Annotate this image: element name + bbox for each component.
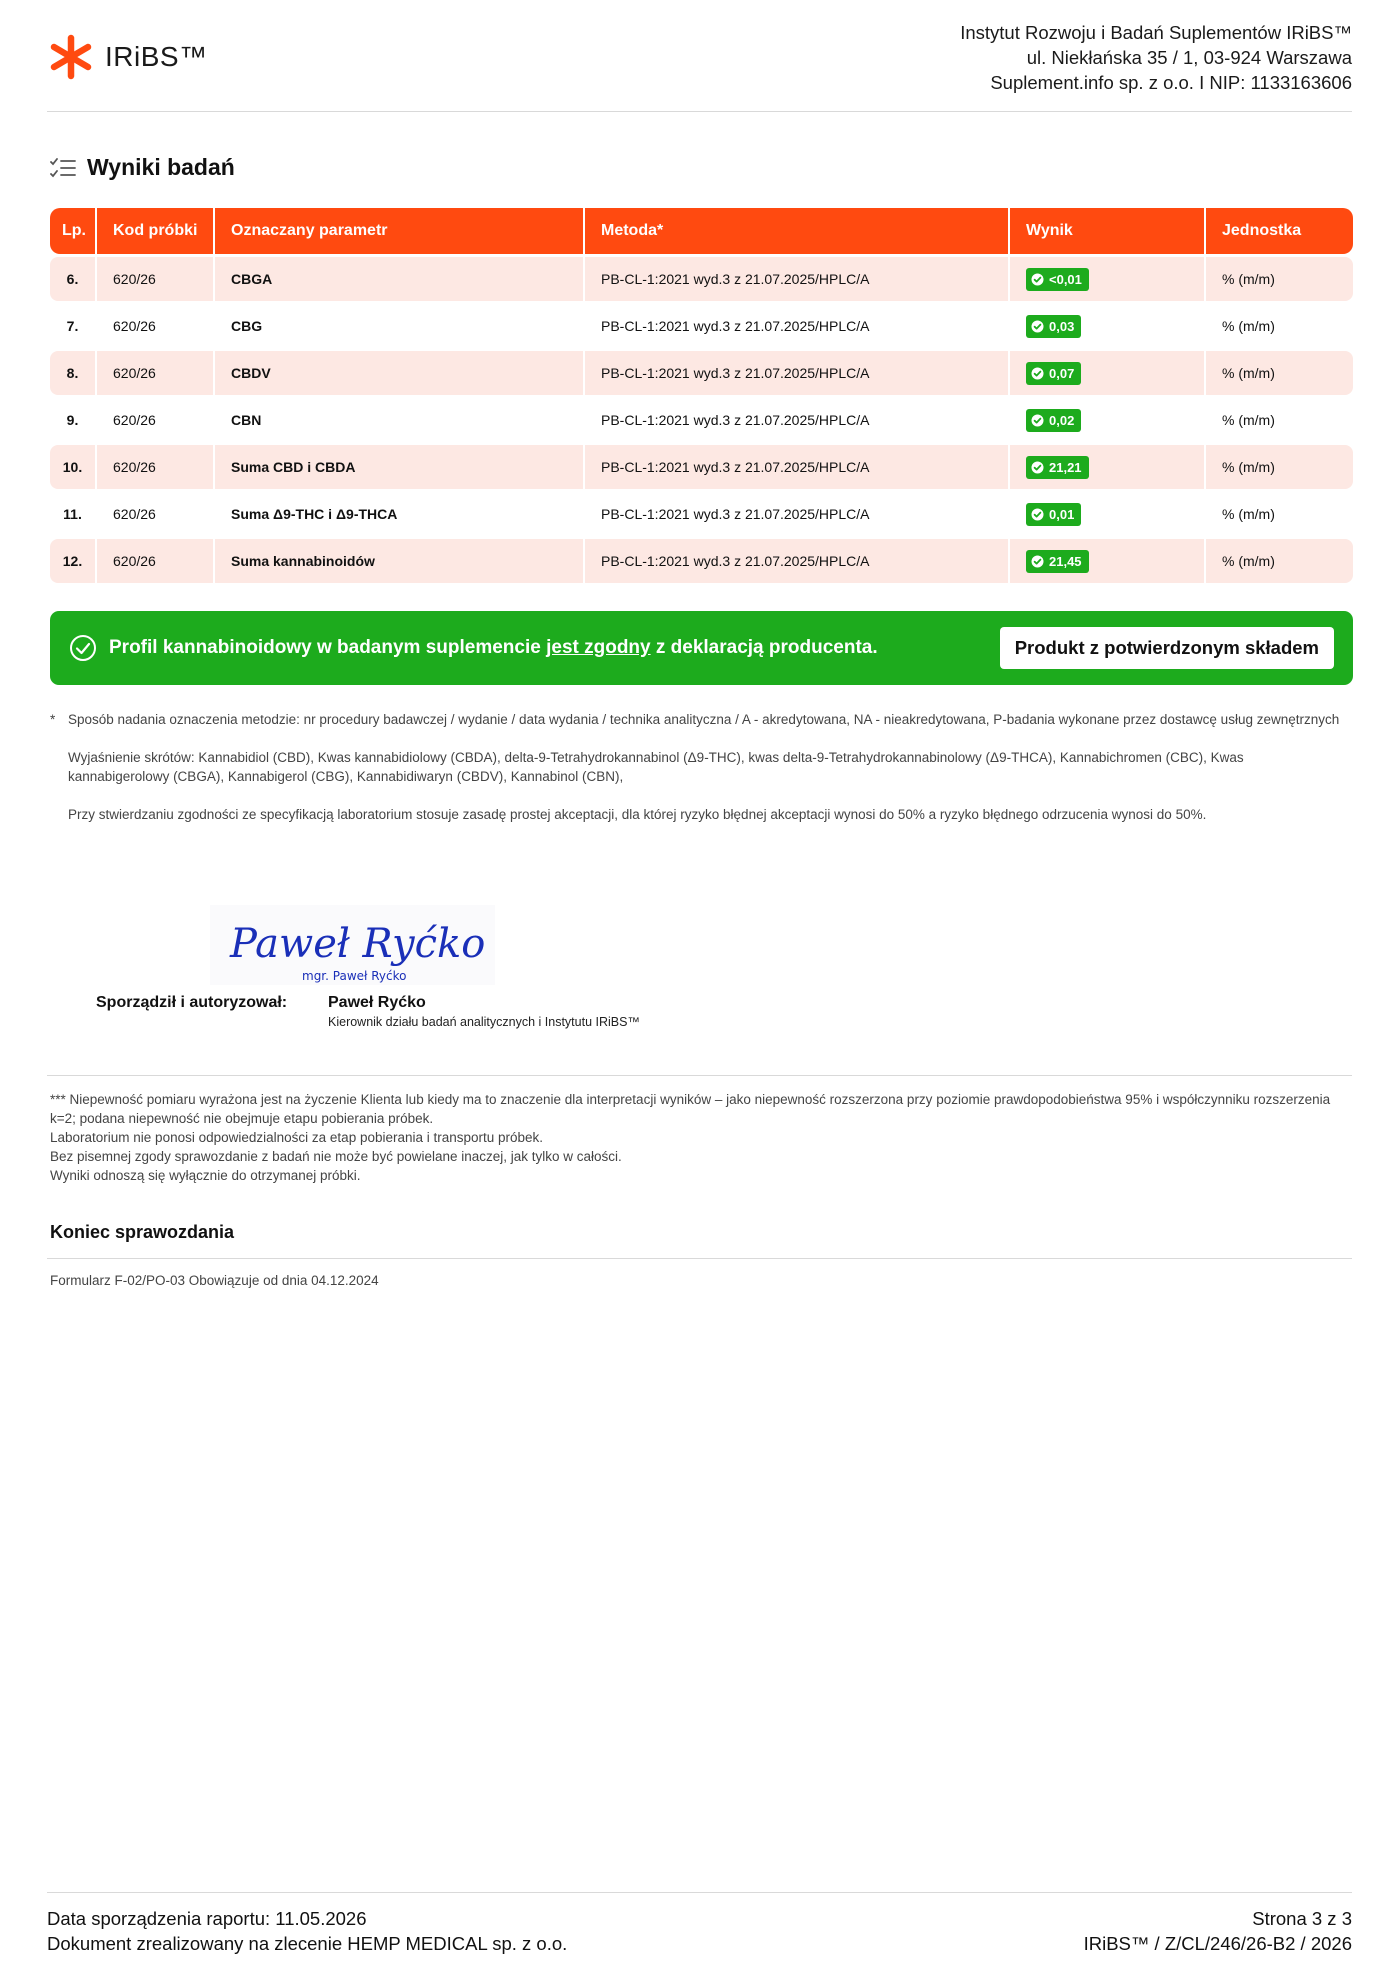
section-title [50, 154, 235, 181]
sample-code-cell: 620/26 [95, 351, 213, 395]
result-badge [1026, 456, 1089, 479]
result-cell [1008, 398, 1204, 442]
result-badge [1026, 315, 1081, 338]
table-row [50, 398, 1353, 442]
section-heading: Wyniki badań [87, 154, 235, 180]
method-cell: PB-CL-1:2021 wyd.3 z 21.07.2025/HPLC/A [583, 257, 1008, 301]
signature-image [210, 905, 495, 985]
row-number-cell: 11. [50, 492, 95, 536]
check-badge-icon [1031, 555, 1044, 568]
method-cell: PB-CL-1:2021 wyd.3 z 21.07.2025/HPLC/A [583, 539, 1008, 583]
logo-icon [47, 33, 95, 81]
unit-cell: % (m/m) [1204, 539, 1353, 583]
sample-code-cell: 620/26 [95, 445, 213, 489]
result-cell [1008, 351, 1204, 395]
end-of-report: Koniec sprawozdania [50, 1222, 235, 1242]
organization-info [960, 20, 1352, 95]
check-badge-icon [1031, 414, 1044, 427]
row-number-cell: 7. [50, 304, 95, 348]
notes [50, 710, 1340, 843]
unit-cell: % (m/m) [1204, 351, 1353, 395]
check-badge-icon [1031, 461, 1044, 474]
header-result: Wynik [1008, 208, 1204, 254]
check-badge-icon [1031, 320, 1044, 333]
footer-divider [47, 1892, 1352, 1893]
org-address: ul. Niekłańska 35 / 1, 03-924 Warszawa [1026, 47, 1352, 68]
org-name: Instytut Rozwoju i Badań Suplementów IRiBS™ [960, 22, 1352, 43]
checklist-icon [50, 157, 76, 179]
method-cell: PB-CL-1:2021 wyd.3 z 21.07.2025/HPLC/A [583, 398, 1008, 442]
footnote-star: * [50, 712, 56, 727]
document-id: IRiBS™ / Z/CL/246/26-B2 / 2026 [1083, 1933, 1352, 1954]
result-badge [1026, 268, 1089, 291]
table-row [50, 257, 1353, 301]
sample-code-cell: 620/26 [95, 304, 213, 348]
logo [47, 32, 208, 82]
result-badge [1026, 550, 1089, 573]
org-company: Suplement.info sp. z o.o. I NIP: 1133163606 [990, 72, 1352, 93]
parameter-cell: Suma kannabinoidów [213, 539, 583, 583]
abbreviations-note: Wyjaśnienie skrótów: Kannabidiol (CBD), Kwas kannabidiolowy (CBDA), delta-9-Tetrahydrokannabinol (Δ9-THC), kwas delta-9-Tetrahydrokannabinolowy (Δ9-THCA), Kannabichromen (CBC), Kwas kannabigerolowy (CBGA), Kannabigerol (CBG), Kannabidiwaryn (CBDV), Kannabinol (CBN), [68, 750, 1244, 784]
header-sample-code: Kod próbki [95, 208, 213, 254]
table-row [50, 492, 1353, 536]
table-row [50, 445, 1353, 489]
conformity-text-end: z deklaracją producenta. [650, 637, 878, 658]
result-cell [1008, 539, 1204, 583]
result-badge [1026, 503, 1081, 526]
page-header [47, 0, 1352, 112]
header-parameter: Oznaczany parametr [213, 208, 583, 254]
footer-right [1084, 1906, 1352, 1956]
sample-code-cell: 620/26 [95, 257, 213, 301]
result-value: <0,01 [1049, 271, 1082, 287]
header-unit: Jednostka [1204, 208, 1353, 254]
sample-code-cell: 620/26 [95, 492, 213, 536]
sample-code-cell: 620/26 [95, 398, 213, 442]
result-value: 0,03 [1049, 318, 1075, 334]
result-value: 0,02 [1049, 412, 1075, 428]
row-number-cell: 6. [50, 257, 95, 301]
method-note: Sposób nadania oznaczenia metodzie: nr procedury badawczej / wydanie / data wydania / technika analityczna / A - akredytowana, NA - nieakredytowana, P-badania wykonane przez dostawcę usług zewnętrznych [68, 712, 1340, 727]
divider [47, 1258, 1352, 1259]
sample-code-cell: 620/26 [95, 539, 213, 583]
result-value: 0,01 [1049, 506, 1075, 522]
conformity-link[interactable]: jest zgodny [546, 637, 651, 658]
check-circle-icon [69, 634, 97, 662]
divider [47, 1075, 1352, 1076]
disclaimer [50, 1090, 1340, 1185]
sample-note: Wyniki odnoszą się wyłącznie do otrzymanej próbki. [50, 1168, 361, 1183]
footer-left [47, 1906, 567, 1956]
conformity-note: Przy stwierdzaniu zgodności ze specyfikacją laboratorium stosuje zasadę prostej akceptacji, dla której ryzyko błędnej akceptacji wynosi do 50% a ryzyko błędnego odrzucenia wynosi do 50%. [68, 807, 1207, 822]
page-number: Strona 3 z 3 [1252, 1908, 1352, 1929]
conformity-text [109, 637, 878, 659]
parameter-cell: CBGA [213, 257, 583, 301]
row-number-cell: 10. [50, 445, 95, 489]
method-cell: PB-CL-1:2021 wyd.3 z 21.07.2025/HPLC/A [583, 351, 1008, 395]
check-badge-icon [1031, 273, 1044, 286]
result-badge [1026, 362, 1081, 385]
result-value: 21,21 [1049, 459, 1082, 475]
check-badge-icon [1031, 367, 1044, 380]
signature-stamp: mgr. Paweł Ryćko [302, 969, 407, 983]
unit-cell: % (m/m) [1204, 304, 1353, 348]
conformity-text-start: Profil kannabinoidowy w badanym suplemencie [109, 637, 547, 658]
sampling-note: Laboratorium nie ponosi odpowiedzialności za etap pobierania i transportu próbek. [50, 1130, 544, 1145]
signer-role: Kierownik działu badań analitycznych i Instytutu IRiBS™ [328, 1015, 640, 1029]
row-number-cell: 9. [50, 398, 95, 442]
result-badge [1026, 409, 1081, 432]
row-number-cell: 8. [50, 351, 95, 395]
parameter-cell: Suma CBD i CBDA [213, 445, 583, 489]
unit-cell: % (m/m) [1204, 445, 1353, 489]
result-cell [1008, 492, 1204, 536]
unit-cell: % (m/m) [1204, 492, 1353, 536]
results-table [50, 205, 1353, 586]
result-value: 21,45 [1049, 553, 1082, 569]
method-cell: PB-CL-1:2021 wyd.3 z 21.07.2025/HPLC/A [583, 304, 1008, 348]
parameter-cell: CBN [213, 398, 583, 442]
table-header-row [50, 208, 1353, 254]
result-cell [1008, 445, 1204, 489]
unit-cell: % (m/m) [1204, 257, 1353, 301]
parameter-cell: Suma Δ9-THC i Δ9-THCA [213, 492, 583, 536]
table-row [50, 304, 1353, 348]
method-cell: PB-CL-1:2021 wyd.3 z 21.07.2025/HPLC/A [583, 492, 1008, 536]
header-method: Metoda* [583, 208, 1008, 254]
result-cell [1008, 304, 1204, 348]
uncertainty-note: *** Niepewność pomiaru wyrażona jest na życzenie Klienta lub kiedy ma to znaczenie dla interpretacji wyników – jako niepewność rozszerzona przy poziomie prawdopodobieństwa 95% i współczynniku rozszerzenia k=2; podana niepewność nie obejmuje etapu pobierania próbek. [50, 1092, 1331, 1126]
handwritten-signature: Paweł Ryćko [230, 921, 486, 967]
unit-cell: % (m/m) [1204, 398, 1353, 442]
conformity-banner [50, 611, 1353, 685]
method-cell: PB-CL-1:2021 wyd.3 z 21.07.2025/HPLC/A [583, 445, 1008, 489]
signature-label: Sporządził i autoryzował: [96, 994, 288, 1011]
row-number-cell: 12. [50, 539, 95, 583]
client: Dokument zrealizowany na zlecenie HEMP MEDICAL sp. z o.o. [47, 1933, 568, 1954]
table-row [50, 539, 1353, 583]
result-value: 0,07 [1049, 365, 1075, 381]
parameter-cell: CBG [213, 304, 583, 348]
copy-note: Bez pisemnej zgody sprawozdanie z badań nie może być powielane inaczej, jak tylko w całości. [50, 1149, 622, 1164]
report-date: Data sporządzenia raportu: 11.05.2026 [47, 1908, 367, 1929]
form-version: Formularz F-02/PO-03 Obowiązuje od dnia 04.12.2024 [50, 1273, 379, 1288]
check-badge-icon [1031, 508, 1044, 521]
confirmed-composition-badge[interactable]: Produkt z potwierdzonym składem [1000, 627, 1334, 669]
logo-text: IRiBS™ [105, 41, 208, 72]
header-lp: Lp. [50, 208, 95, 254]
result-cell [1008, 257, 1204, 301]
table-row [50, 351, 1353, 395]
signer-name: Paweł Ryćko [328, 994, 426, 1011]
parameter-cell: CBDV [213, 351, 583, 395]
